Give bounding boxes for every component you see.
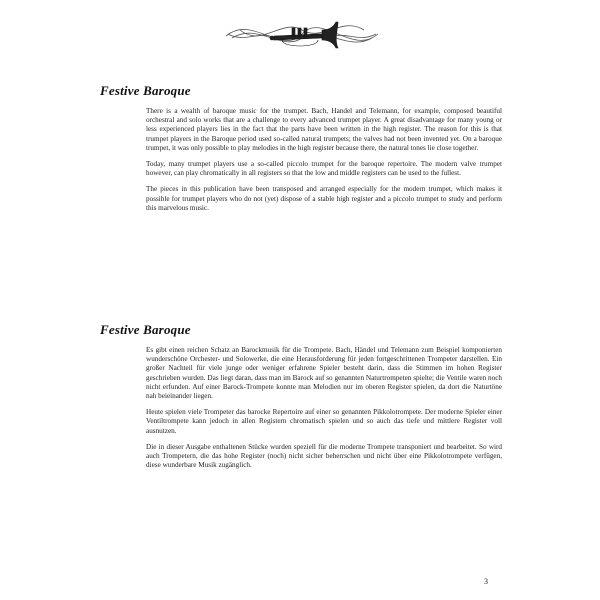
section-heading: Festive Baroque [100, 322, 191, 337]
section-body [146, 107, 502, 220]
paragraph: Heute spielen viele Trompeter das barocke Repertoire auf einer so genannten Pikkolotrompete. Der moderne Spieler einer Ventiltrompete kann jedoch in allen Registern chromatisch spielen und so auch das tiefe und mittlere Register voll ausnutzen. [146, 408, 502, 435]
paragraph: Die in dieser Ausgabe enthaltenen Stücke wurden speziell für die moderne Trompete transponiert und bearbeitet. So wird auch Trompetern, die das hohe Register (noch) nicht sicher beherrschen und nicht über eine Pikkolotrompete verfügen, diese wunderbare Musik zugänglich. [146, 442, 502, 470]
section-body [146, 346, 502, 477]
section-heading: Festive Baroque [100, 83, 191, 98]
paragraph: Es gibt einen reichen Schatz an Barockmusik für die Trompete. Bach, Händel und Telemann zum Beispiel komponierten wunderschöne Orchester- und Solowerke, die eine Herausforderung für jeden fortgeschrittenen Trompeter darstellen. Ein großer Nachteil für viele junge oder weniger erfahrene Spieler besteht darin, dass die Stimmen im hohen Register geschrieben wurden. Das liegt daran, dass man im Barock auf so genannten Naturtrompeten spielte; die Ventile waren noch nicht erfunden. Auf einer Barock-Trompete konnte man Melodien nur im oberen Register spielen, da dort die Naturtöne nah beieinander liegen. [146, 346, 502, 401]
paragraph: Today, many trumpet players use a so-called piccolo trumpet for the baroque repertoire. The modern valve trumpet however, can play chromatically in all registers so that the low and middle registers can be used to the fullest. [146, 160, 502, 178]
page-number: 3 [484, 577, 488, 586]
paragraph: The pieces in this publication have been transposed and arranged especially for the modern trumpet, which makes it possible for trumpet players who do not (yet) dispose of a stable high register and a piccolo trumpet to study and perform this marvelous music. [146, 185, 502, 212]
paragraph: There is a wealth of baroque music for the trumpet. Bach, Handel and Telemann, for example, composed beautiful orchestral and solo works that are a challenge to every advanced trumpet player. A great disadvantage for many young or less experienced players lies in the fact that the parts have been written in the high register. The reason for this is that trumpet players in the Baroque period used so-called natural trumpets; the valves had not been invented yet. On a baroque trumpet, it was only possible to play melodies in the high register because there, the natural tones lie close together. [146, 107, 502, 152]
trumpet-ornament-icon [222, 8, 382, 60]
